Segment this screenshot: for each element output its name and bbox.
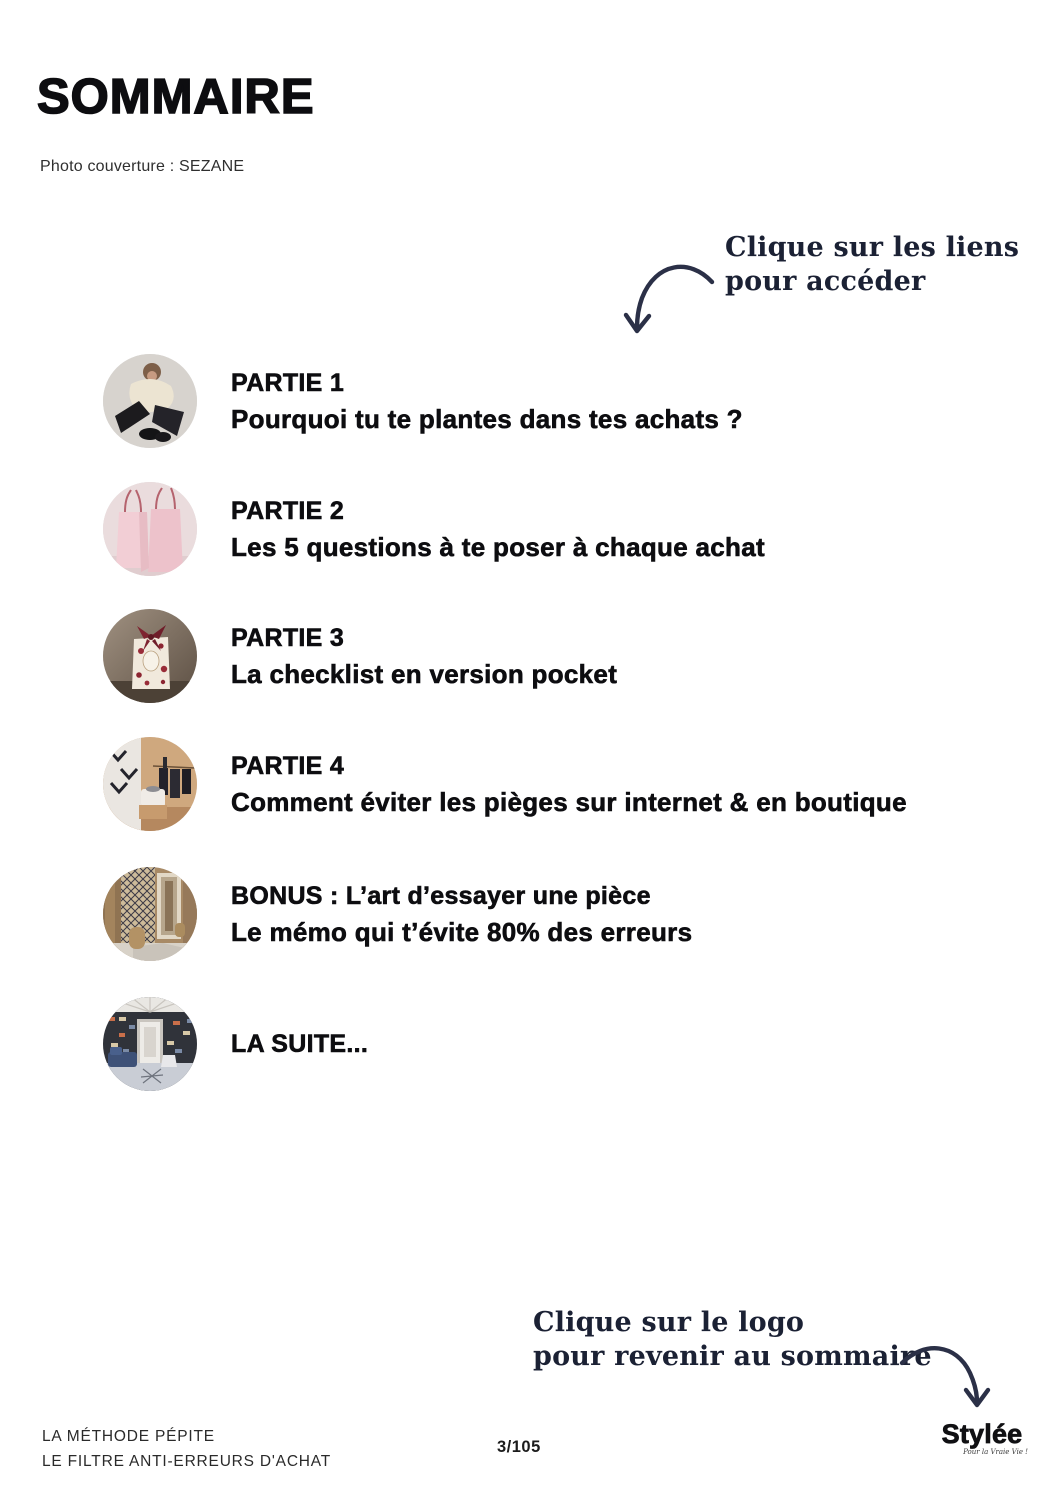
footer-doc-title-line2: LE FILTRE ANTI-ERREURS D'ACHAT xyxy=(42,1453,332,1470)
toc-item-label: PARTIE 1 xyxy=(231,368,345,397)
hint-top-line2: pour accéder xyxy=(725,266,926,297)
toc-item-label: PARTIE 4 xyxy=(231,751,345,780)
toc-item-partie-1[interactable] xyxy=(103,353,1023,448)
toc-item-partie-4[interactable] xyxy=(103,736,1023,831)
hint-top-line1: Clique sur les liens xyxy=(725,232,1020,263)
toc-item-label: BONUS : L’art d’essayer une pièce xyxy=(231,881,651,910)
pink-shopping-bags-photo xyxy=(103,482,197,576)
toc-item-title: La checklist en version pocket xyxy=(231,658,618,689)
toc-item-title: Les 5 questions à te poser à chaque achat xyxy=(231,531,765,562)
stylee-logo-tagline: Pour la Vraie Vie ! xyxy=(963,1448,1028,1456)
stylee-logo[interactable] xyxy=(936,1420,1028,1456)
hint-bottom-line1: Clique sur le logo xyxy=(533,1307,805,1338)
page-title: SOMMAIRE xyxy=(37,69,315,124)
toc-item-la-suite[interactable] xyxy=(103,996,1023,1091)
woman-seated-photo xyxy=(103,354,197,448)
photo-credit: Photo couverture : SEZANE xyxy=(40,158,245,175)
toc-item-bonus[interactable] xyxy=(103,866,1023,961)
stylee-logo-wordmark: Stylée xyxy=(941,1419,1023,1449)
fitting-room-hallway-photo xyxy=(103,867,197,961)
floral-gift-bag-photo xyxy=(103,609,197,703)
hint-bottom-line2: pour revenir au sommaire xyxy=(533,1341,932,1372)
toc-item-title: Le mémo qui t’évite 80% des erreurs xyxy=(231,916,693,947)
footer-doc-title xyxy=(42,1424,331,1474)
boutique-interior-photo xyxy=(103,737,197,831)
toc-item-title: Pourquoi tu te plantes dans tes achats ? xyxy=(231,403,743,434)
hint-click-logo xyxy=(533,1306,932,1374)
toc-item-label: LA SUITE... xyxy=(231,1029,369,1058)
hint-click-links xyxy=(725,231,1019,299)
footer-doc-title-line1: LA MÉTHODE PÉPITE xyxy=(42,1428,215,1445)
toc-item-partie-2[interactable] xyxy=(103,481,1023,576)
toc-item-label: PARTIE 2 xyxy=(231,496,345,525)
toc-item-title: Comment éviter les pièges sur internet & en boutique xyxy=(231,786,907,817)
page-number: 3/105 xyxy=(497,1438,541,1456)
curved-arrow-down-left-icon xyxy=(616,252,720,348)
toc-item-partie-3[interactable] xyxy=(103,608,1023,703)
living-room-library-photo xyxy=(103,997,197,1091)
toc-item-label: PARTIE 3 xyxy=(231,623,345,652)
